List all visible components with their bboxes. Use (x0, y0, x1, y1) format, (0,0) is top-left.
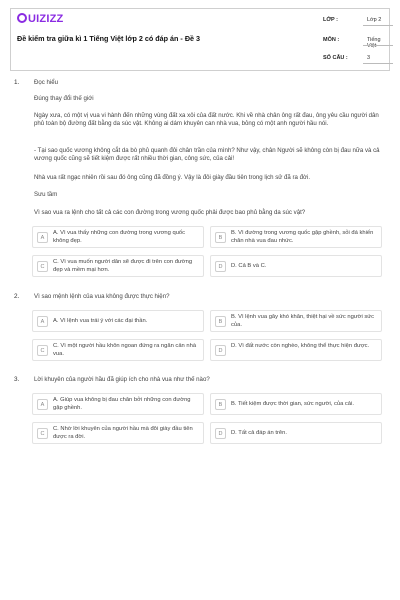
option-letter: A (37, 316, 48, 327)
option-text: C. Vì vua muốn người dân sẽ được đi trên con đường đẹp và mềm mại hơn. (53, 259, 193, 273)
option-letter: B (215, 232, 226, 243)
question-number: 1. (14, 79, 20, 86)
option-text: C. Nhờ lời khuyên của người hầu mà đôi giày đầu tiên được ra đời. (53, 426, 193, 440)
option-text: D. Tất cả đáp án trên. (231, 430, 287, 436)
answer-option-a[interactable] (32, 393, 204, 415)
meta-value: 3 (367, 55, 371, 61)
meta-underline (363, 25, 393, 26)
option-text: A. Vì vua thấy những con đường trong vương quốc không đẹp. (53, 230, 186, 244)
passage-source: Sưu tầm (34, 191, 58, 198)
answer-option-c[interactable] (32, 255, 204, 277)
passage-paragraph: Nhà vua rất ngạc nhiên rồi sau đó ông cũng đã đồng ý. Vậy là đôi giày đầu tiên trong lịch sử đã ra đời. (34, 174, 311, 181)
answer-option-b[interactable] (210, 310, 382, 332)
question-prompt: Vì sao mệnh lệnh của vua không được thực hiện? (34, 293, 170, 300)
option-letter: B (215, 316, 226, 327)
option-text: C. Vì một người hầu khôn ngoan đứng ra ngăn cản nhà vua. (53, 343, 197, 357)
meta-label: LỚP : (323, 17, 338, 23)
option-text: B. Tiết kiệm được thời gian, sức người, của cải. (231, 401, 354, 407)
meta-value: Lớp 2 (367, 17, 382, 23)
question-number: 3. (14, 376, 20, 383)
passage-title: Đúng thay đổi thế giới (34, 95, 94, 102)
option-text: D. Cả B và C. (231, 263, 267, 269)
option-letter: D (215, 428, 226, 439)
answer-option-b[interactable] (210, 393, 382, 415)
option-letter: A (37, 399, 48, 410)
passage-paragraph: Ngày xưa, có một vị vua vi hành đến những vùng đất xa xôi của đất nước. Khi về nhà chân ông rất đau, ông yêu cầu người dân phủ toàn bộ đường đất bằng da súc vật. Không ai dám khuyên can nhà vua, bỏng có một anh người hầu nói. (34, 112, 379, 127)
option-letter: D (215, 345, 226, 356)
passage-heading: Đọc hiểu (34, 79, 59, 86)
meta-value: Tiếng Việt (367, 37, 381, 49)
option-text: B. Vì đường trong vương quốc gập ghềnh, sỏi đá khiến chân nhà vua đau nhức. (231, 230, 374, 244)
option-text: A. Vì lệnh vua trái ý với các đại thần. (53, 318, 148, 324)
answer-option-a[interactable] (32, 226, 204, 248)
passage-paragraph: - Tại sao quốc vương không cắt da bò phủ quanh đôi chân trần của mình? Như vậy, chân Người sẽ không còn bị đau nữa và cả vương quốc cũng sẽ tiết kiệm được rất nhiều thời gian, công sức, của cải! (34, 147, 380, 162)
answer-option-d[interactable] (210, 339, 382, 361)
meta-label: SỐ CÂU : (323, 55, 348, 61)
worksheet-title: Đề kiểm tra giữa kì 1 Tiếng Việt lớp 2 có đáp án - Đề 3 (17, 34, 201, 43)
answer-option-c[interactable] (32, 422, 204, 444)
meta-underline (363, 63, 393, 64)
answer-option-b[interactable] (210, 226, 382, 248)
option-letter: C (37, 428, 48, 439)
brand-name: UIZIZZ (28, 13, 64, 25)
answer-option-c[interactable] (32, 339, 204, 361)
question-prompt: Lời khuyên của người hầu đã giúp ích cho nhà vua như thế nào? (34, 376, 210, 383)
worksheet-meta (323, 9, 391, 72)
worksheet-header (10, 8, 390, 71)
option-text: B. Vì lệnh vua gây khó khăn, thiệt hại về sức người sức của. (231, 314, 375, 328)
answer-option-d[interactable] (210, 255, 382, 277)
option-letter: A (37, 232, 48, 243)
option-letter: C (37, 345, 48, 356)
meta-underline (363, 45, 393, 46)
option-letter: B (215, 399, 226, 410)
quizizz-logo (17, 13, 63, 25)
option-letter: C (37, 261, 48, 272)
logo-q-icon (17, 13, 27, 23)
question-prompt: Vì sao vua ra lệnh cho tất cả các con đường trong vương quốc phải được bao phủ bằng da súc vật? (34, 209, 306, 216)
answer-option-a[interactable] (32, 310, 204, 332)
option-letter: D (215, 261, 226, 272)
question-number: 2. (14, 293, 20, 300)
answer-option-d[interactable] (210, 422, 382, 444)
option-text: D. Vì đất nước còn nghèo, không thể thực hiện được. (231, 343, 370, 349)
meta-label: MÔN : (323, 37, 340, 43)
option-text: A. Giúp vua không bị đau chân bởi những con đường gập ghềnh. (53, 397, 191, 411)
